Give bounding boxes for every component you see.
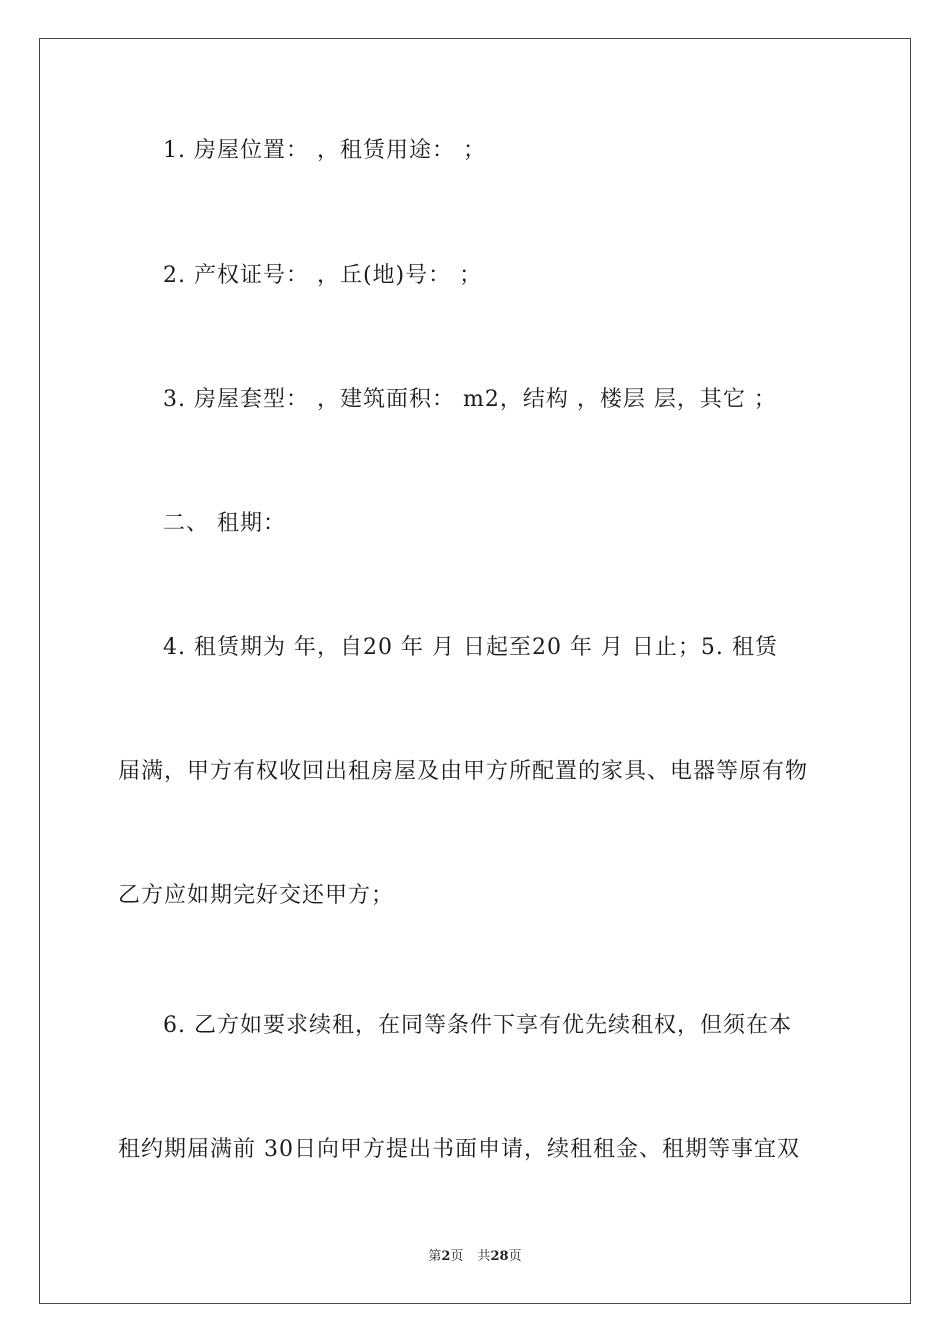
page-border: [39, 38, 911, 1304]
page-label-prefix: 第: [428, 1249, 442, 1264]
clause-4-term: 4. 租赁期为 年，自20 年 月 日起至20 年 月 日止；5. 租赁: [163, 635, 778, 660]
clause-5-line-3: 乙方应如期完好交还甲方；: [118, 883, 395, 908]
total-label-suffix: 页: [508, 1249, 522, 1264]
page-number: 2: [441, 1249, 451, 1264]
clause-6-line-2: 租约期届满前 30日向甲方提出书面申请，续租租金、租期等事宜双: [118, 1137, 800, 1162]
total-label-prefix: 共: [477, 1249, 491, 1264]
clause-5-line-2: 届满，甲方有权收回出租房屋及由甲方所配置的家具、电器等原有物: [118, 759, 809, 784]
clause-1-location: 1. 房屋位置： ，租赁用途： ；: [163, 138, 486, 163]
total-pages: 28: [490, 1249, 509, 1264]
section-2-heading: 二、 租期：: [163, 511, 286, 536]
page-footer: [0, 1248, 950, 1266]
clause-6-renewal: 6. 乙方如要求续租，在同等条件下享有优先续租权，但须在本: [163, 1013, 792, 1038]
page-label-suffix: 页: [450, 1249, 464, 1264]
clause-2-ownership: 2. 产权证号： ，丘(地)号： ；: [163, 263, 483, 288]
clause-3-layout: 3. 房屋套型： ，建筑面积： m2，结构 ，楼层 层，其它 ；: [163, 387, 777, 412]
